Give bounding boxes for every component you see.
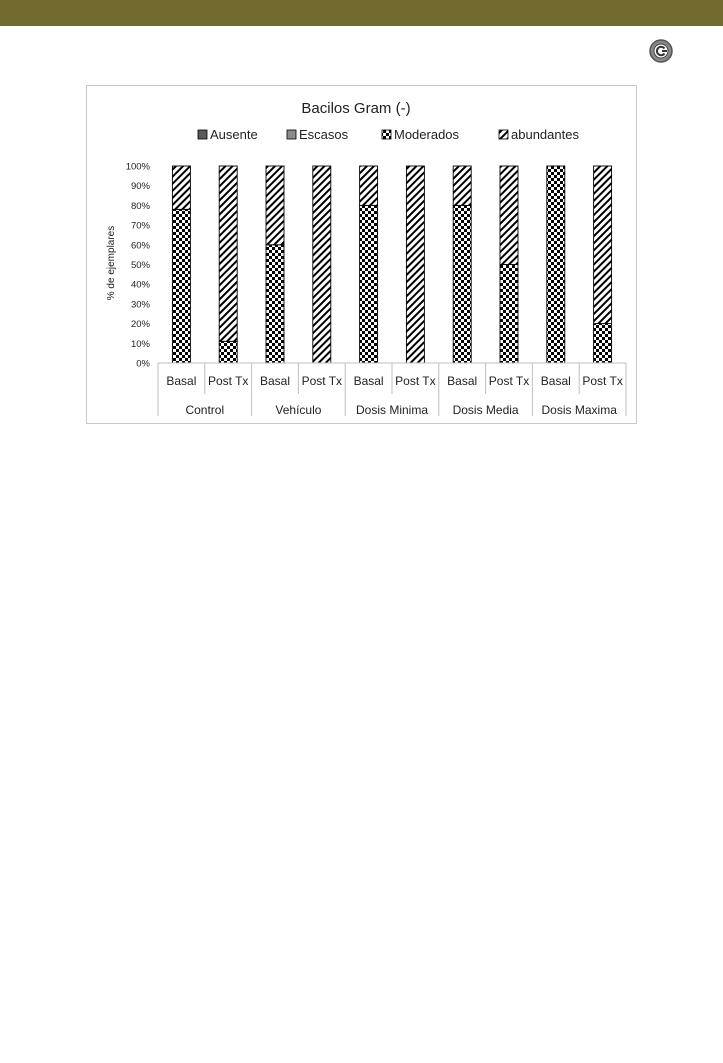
legend-label: abundantes [511,127,579,142]
x-group-label: Control [185,403,225,417]
bar-segment-abundantes [406,166,424,363]
legend-item [499,127,579,142]
x-group-label: Dosis Media [452,403,519,417]
legend-label: Moderados [394,127,460,142]
bar-stack [547,166,565,363]
y-tick-label: 60% [130,240,150,252]
legend-swatch [287,130,296,139]
y-tick-label: 40% [130,279,150,291]
legend-item [382,127,460,142]
y-tick-label: 0% [136,358,150,370]
bar-stack [594,166,612,363]
legend-swatch [382,130,391,139]
bar-segment-moderados [500,265,518,364]
y-tick-label: 50% [130,260,150,271]
bar-segment-moderados [594,324,612,363]
legend-swatch [198,130,207,139]
bar-stack [313,166,331,363]
x-tick-label: Basal [540,374,571,388]
bar-segment-moderados [453,205,471,363]
x-tick-label: Post Tx [207,374,249,388]
x-tick-label: Post Tx [488,374,530,388]
x-tick-label: Post Tx [301,374,343,388]
bar-segment-abundantes [453,166,471,205]
x-tick-label: Basal [166,374,197,388]
y-tick-label: 20% [130,319,150,331]
journal-seal-icon [648,38,674,64]
bar-stack [172,166,190,363]
plot-area [172,166,611,363]
bar-segment-moderados [266,245,284,363]
x-tick-label: Post Tx [582,374,623,388]
bar-segment-abundantes [500,166,518,265]
bar-segment-moderados [219,341,237,363]
y-tick-label: 30% [130,299,150,311]
x-group-label: Dosis Maxima [541,403,617,417]
x-tick-label: Post Tx [395,374,436,388]
chart [86,85,637,424]
bar-stack [406,166,424,363]
legend-label: Ausente [210,127,258,142]
bar-segment-abundantes [172,166,190,209]
y-tick-label: 90% [130,181,150,193]
bar-stack [219,166,237,363]
y-tick-label: 100% [125,161,150,173]
legend-item [287,127,349,142]
bar-stack [453,166,471,363]
legend-swatch [499,130,508,139]
bar-segment-abundantes [266,166,284,245]
bar-segment-moderados [360,205,378,363]
x-tick-label: Basal [259,374,291,388]
bar-segment-abundantes [219,166,237,341]
y-tick-label: 10% [130,338,150,350]
x-tick-label: Basal [353,374,384,388]
bar-segment-moderados [172,209,190,363]
bar-stack [360,166,378,363]
legend [198,127,579,142]
x-tick-label: Basal [447,374,478,388]
y-axis-label: % de ejemplares [106,225,117,301]
y-axis [126,162,151,370]
x-group-label: Dosis Minima [355,403,429,417]
legend-item [198,127,258,142]
header-bar [0,0,723,26]
bar-stack [500,166,518,363]
bar-segment-abundantes [313,166,331,363]
legend-label: Escasos [299,127,349,142]
y-tick-label: 80% [130,200,150,212]
bar-segment-moderados [547,166,565,363]
bar-segment-abundantes [360,166,378,205]
bar-stack [266,166,284,363]
chart-title: Bacilos Gram (-) [301,100,411,117]
y-tick-label: 70% [130,220,150,232]
x-group-label: Vehículo [275,403,322,417]
bar-segment-abundantes [594,166,612,324]
x-axis [158,363,626,417]
